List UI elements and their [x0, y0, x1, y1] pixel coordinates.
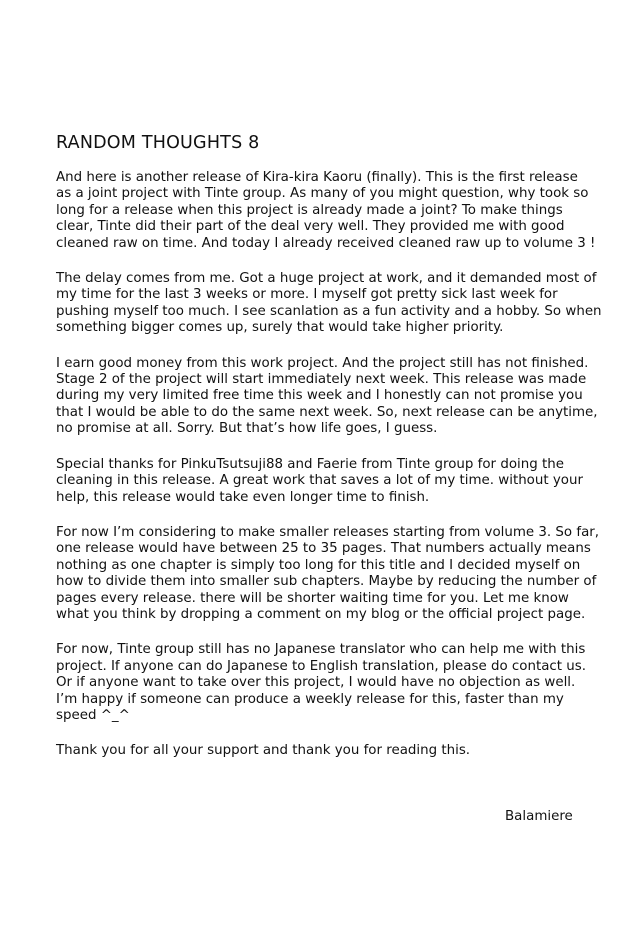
text-line: Stage 2 of the project will start immediately next week. This release was made: [56, 372, 587, 388]
text-line: as a joint project with Tinte group. As many of you might question, why took so: [56, 186, 589, 202]
text-line: long for a release when this project is already made a joint? To make things: [56, 202, 563, 218]
text-line: And here is another release of Kira-kira Kaoru (finally). This is the first release: [56, 170, 578, 185]
paragraph-2: [56, 271, 602, 337]
text-line: speed ^_^: [56, 707, 130, 723]
text-line: one release would have between 25 to 35 pages. That numbers actually means: [56, 541, 591, 557]
signature: Balamiere: [505, 809, 573, 824]
text-line: nothing as one chapter is simply too long for this title and I decided myself on: [56, 557, 581, 573]
page-title: RANDOM THOUGHTS 8: [56, 133, 260, 153]
text-line: cleaning in this release. A great work that saves a lot of my time. without your: [56, 473, 583, 489]
text-line: pushing myself too much. I see scanlation as a fun activity and a hobby. So when: [56, 303, 602, 319]
paragraph-5: [56, 524, 600, 623]
text-line: Thank you for all your support and thank you for reading this.: [56, 743, 471, 759]
text-line: clear, Tinte did their part of the deal very well. They provided me with good: [56, 219, 565, 235]
paragraph-6: [56, 642, 596, 724]
text-line: something bigger comes up, surely that would take higher priority.: [56, 320, 504, 336]
text-line: my time for the last 3 weeks or more. I myself got pretty sick last week for: [56, 287, 558, 303]
paragraph-4: [56, 457, 596, 506]
document-body: [56, 170, 602, 779]
text-line: cleaned raw on time. And today I already received cleaned raw up to volume 3 !: [56, 235, 596, 251]
text-line: what you think by dropping a comment on my blog or the official project page.: [56, 606, 586, 622]
text-line: no promise at all. Sorry. But that’s how life goes, I guess.: [56, 421, 438, 437]
text-line: project. If anyone can do Japanese to English translation, please do contact us.: [56, 658, 587, 674]
text-line: during my very limited free time this week and I honestly can not promise you: [56, 388, 583, 404]
text-line: Special thanks for PinkuTsutsuji88 and Faerie from Tinte group for doing the: [56, 456, 564, 472]
text-line: The delay comes from me. Got a huge project at work, and it demanded most of: [56, 271, 597, 287]
paragraph-3: [56, 356, 596, 438]
text-line: help, this release would take even longer time to finish.: [56, 489, 430, 505]
paragraph-7: [56, 743, 596, 759]
text-line: I earn good money from this work project. And the project still has not finished.: [56, 355, 589, 371]
text-line: For now I’m considering to make smaller releases starting from volume 3. So far,: [56, 524, 600, 540]
text-line: I’m happy if someone can produce a weekly release for this, faster than my: [56, 691, 564, 707]
text-line: For now, Tinte group still has no Japanese translator who can help me with this: [56, 642, 586, 658]
paragraph-1: [56, 170, 596, 252]
text-line: how to divide them into smaller sub chapters. Maybe by reducing the number of: [56, 574, 597, 590]
text-line: pages every release. there will be shorter waiting time for you. Let me know: [56, 590, 569, 606]
text-line: that I would be able to do the same next week. So, next release can be anytime,: [56, 404, 598, 420]
text-line: Or if anyone want to take over this project, I would have no objection as well.: [56, 675, 576, 691]
